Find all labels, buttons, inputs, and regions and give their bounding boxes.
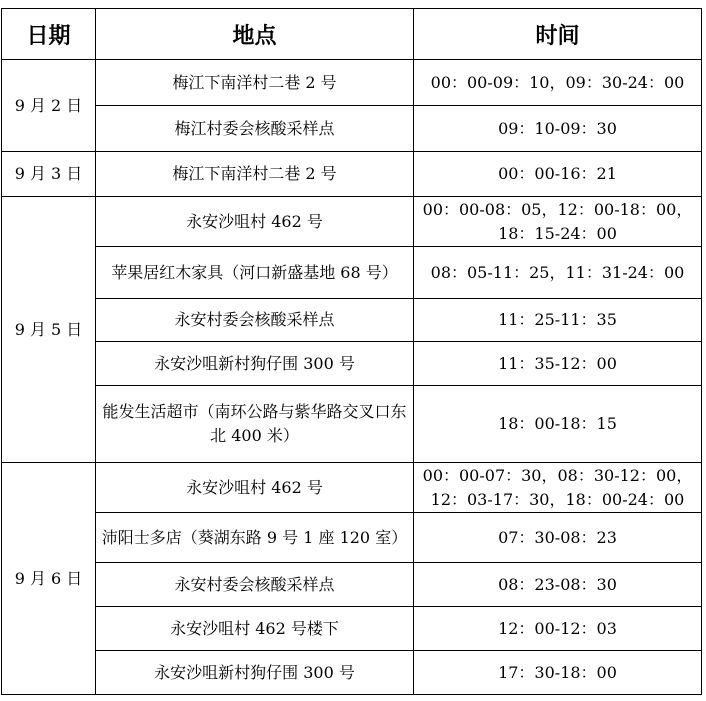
place-cell: 苹果居红木家具（河口新盛基地 68 号） <box>96 247 414 299</box>
table-row <box>2 513 702 563</box>
time-cell: 09：10-09：30 <box>414 106 702 152</box>
table-row <box>2 247 702 299</box>
place-cell: 永安沙咀新村狗仔围 300 号 <box>96 342 414 386</box>
place-cell: 永安沙咀新村狗仔围 300 号 <box>96 651 414 695</box>
table-row <box>2 563 702 607</box>
place-cell: 梅江村委会核酸采样点 <box>96 106 414 152</box>
table-row <box>2 342 702 386</box>
time-cell: 00：00-07：30，08：30-12：00，12：03-17：30，18：00-24：00 <box>414 463 702 513</box>
time-cell: 07：30-08：23 <box>414 513 702 563</box>
place-cell: 永安沙咀村 462 号楼下 <box>96 607 414 651</box>
table-row <box>2 299 702 342</box>
time-cell: 00：00-09：10，09：30-24：00 <box>414 60 702 106</box>
table-row <box>2 651 702 695</box>
time-cell: 11：25-11：35 <box>414 299 702 342</box>
table-row <box>2 463 702 513</box>
date-cell: 9 月 5 日 <box>2 197 96 463</box>
place-cell: 沛阳士多店（葵湖东路 9 号 1 座 120 室） <box>96 513 414 563</box>
time-cell: 12：00-12：03 <box>414 607 702 651</box>
table-row <box>2 152 702 197</box>
trace-table <box>1 8 702 695</box>
date-cell: 9 月 6 日 <box>2 463 96 695</box>
date-cell: 9 月 2 日 <box>2 60 96 152</box>
place-cell: 梅江下南洋村二巷 2 号 <box>96 152 414 197</box>
header-time: 时间 <box>414 9 702 60</box>
header-date: 日期 <box>2 9 96 60</box>
place-cell: 能发生活超市（南环公路与紫华路交叉口东北 400 米） <box>96 386 414 463</box>
time-cell: 11：35-12：00 <box>414 342 702 386</box>
header-place: 地点 <box>96 9 414 60</box>
place-cell: 永安沙咀村 462 号 <box>96 197 414 247</box>
table-row <box>2 607 702 651</box>
date-cell: 9 月 3 日 <box>2 152 96 197</box>
table-row <box>2 386 702 463</box>
table-row <box>2 60 702 106</box>
table-row <box>2 106 702 152</box>
time-cell: 08：05-11：25，11：31-24：00 <box>414 247 702 299</box>
place-cell: 永安村委会核酸采样点 <box>96 299 414 342</box>
table-row <box>2 197 702 247</box>
place-cell: 梅江下南洋村二巷 2 号 <box>96 60 414 106</box>
place-cell: 永安沙咀村 462 号 <box>96 463 414 513</box>
time-cell: 17：30-18：00 <box>414 651 702 695</box>
time-cell: 18：00-18：15 <box>414 386 702 463</box>
header-row <box>2 9 702 60</box>
time-cell: 00：00-08：05，12：00-18：00，18：15-24：00 <box>414 197 702 247</box>
place-cell: 永安村委会核酸采样点 <box>96 563 414 607</box>
time-cell: 00：00-16：21 <box>414 152 702 197</box>
time-cell: 08：23-08：30 <box>414 563 702 607</box>
